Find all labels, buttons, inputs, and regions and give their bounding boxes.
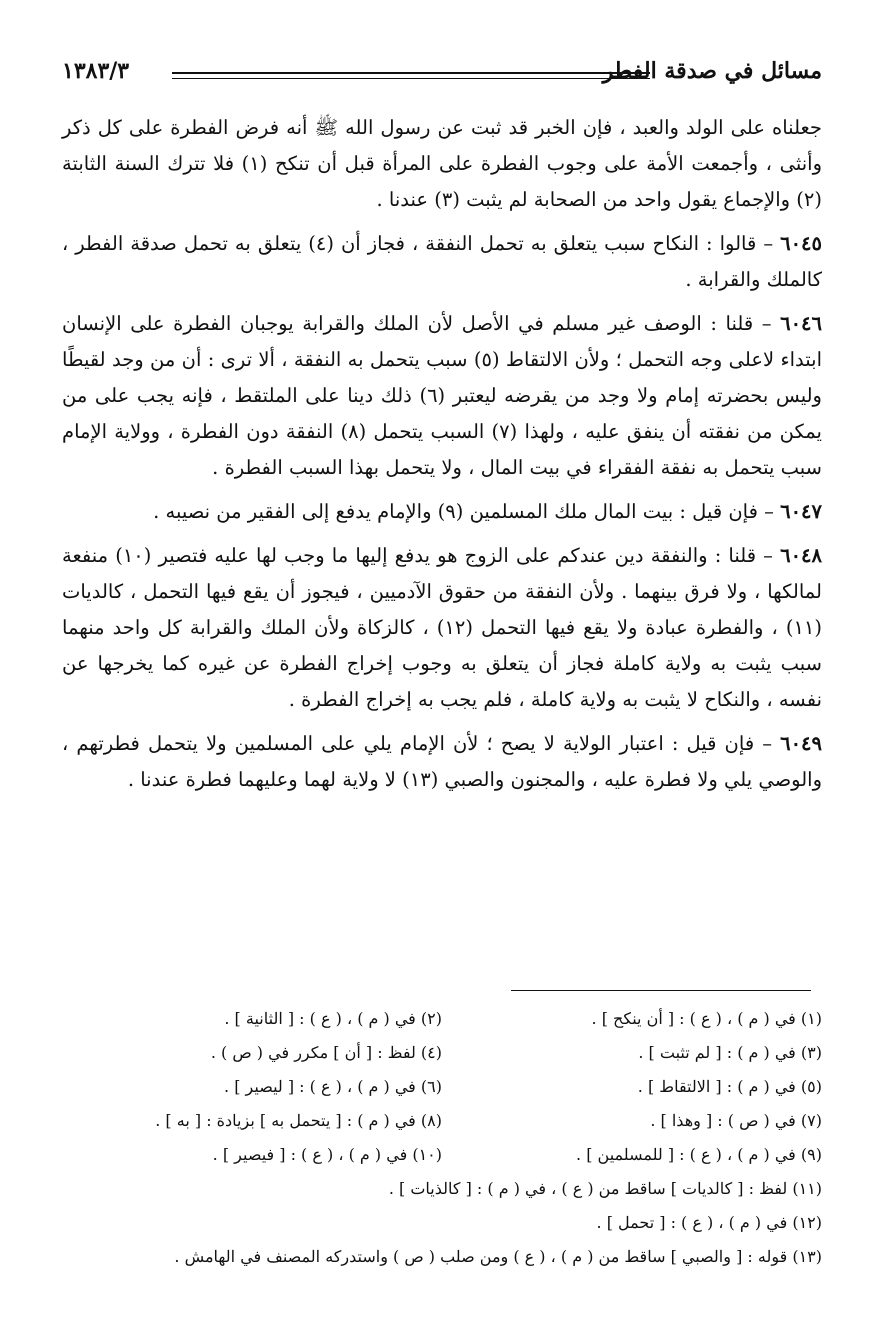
- paragraph-text: قلنا : والنفقة دين عندكم على الزوج هو يدفع إليها ما وجب لها عليه فتصير (١٠) منفعة لمالكها ، ولا فرق بينهما . ولأن النفقة من حقوق الآدميين ، فيجوز أن يقع فيها التحمل ، كالديات (١١) ، والفطرة عبادة ولا يقع فيها التحمل (١٢) ، كالزكاة ولأن الملك والقرابة كل واحد منهما سبب يثبت به ولاية كاملة فجاز أن يتعلق به وجوب إخراج الفطرة عن غيره كما يخرجها عن نفسه ، والنكاح لا يثبت به ولاية كاملة ، فلم يجب به إخراج الفطرة .: [62, 544, 822, 711]
- footnote: (١٢) في ( م ) ، ( ع ) : [ تحمل ] .: [596, 1213, 822, 1232]
- footnote: (٩) في ( م ) ، ( ع ) : [ للمسلمين ] .: [576, 1145, 822, 1164]
- paragraph: ٦٠٤٩ – فإن قيل : اعتبار الولاية لا يصح ؛ لأن الإمام يلي على المسلمين ولا يتحمل فطرتهم ، والوصي يلي ولا فطرة عليه ، والمجنون والصبي (١٣) لا ولاية لهما وعليهما فطرة عندنا .: [62, 732, 823, 791]
- paragraph: [62, 110, 822, 218]
- footnote: (١٠) في ( م ) ، ( ع ) : [ فيصير ] .: [212, 1145, 442, 1164]
- footnote: (٨) في ( م ) : [ يتحمل به ] بزيادة : [ به ] .: [155, 1111, 442, 1130]
- footnote: (١) في ( م ) ، ( ع ) : [ أن ينكح ] .: [591, 1009, 822, 1028]
- footnote: (٣) في ( م ) : [ لم تثبت ] .: [638, 1043, 822, 1062]
- paragraph-text: قالوا : النكاح سبب يتعلق به تحمل النفقة ، فجاز أن (٤) يتعلق به تحمل صدقة الفطر ، كالملك والقرابة .: [62, 232, 822, 291]
- footnote-row: [62, 1002, 822, 1036]
- paragraph: ٦٠٤٥ – قالوا : النكاح سبب يتعلق به تحمل النفقة ، فجاز أن (٤) يتعلق به تحمل صدقة الفطر ، كالملك والقرابة .: [62, 232, 822, 291]
- paragraph: ٦٠٤٦ – قلنا : الوصف غير مسلم في الأصل لأن الملك والقرابة يوجبان الفطرة على الإنسان ابتداء لاعلى وجه التحمل ؛ ولأن الالتقاط (٥) سبب يتحمل به النفقة ، ألا ترى : أن من وجد لقيطًا وليس بحضرته إمام ولا وجد من يقرضه ليعتبر (٦) ذلك دينا على الملتقط ، فإنه يجب على من يمكن من نفقته أن ينفق عليه ، ولهذا (٧) السبب يتحمل (٨) النفقة دون الفطرة ، وولاية الإمام سبب يتحمل به نفقة الفقراء في بيت المال ، ولا يتحمل بهذا السبب الفطرة .: [62, 312, 823, 479]
- main-text: [62, 110, 822, 806]
- footnote-row: [62, 1104, 822, 1138]
- paragraph: ٦٠٤٧ – فإن قيل : بيت المال ملك المسلمين (٩) والإمام يدفع إلى الفقير من نصيبه .: [153, 500, 822, 523]
- footnote: (٧) في ( ص ) : [ وهذا ] .: [650, 1111, 822, 1130]
- footnote: (٦) في ( م ) ، ( ع ) : [ ليصير ] .: [224, 1077, 442, 1096]
- footnote: (١٣) قوله : [ والصبي ] ساقط من ( م ) ، ( ع ) ومن صلب ( ص ) واستدركه المصنف في الهامش .: [174, 1247, 822, 1266]
- footnote-row: [62, 1036, 822, 1070]
- paragraph-text: فإن قيل : بيت المال ملك المسلمين (٩) والإمام يدفع إلى الفقير من نصيبه .: [153, 500, 758, 523]
- paragraph-number: ٦٠٤٥: [780, 232, 822, 255]
- footnote: (٤) لفظ : [ أن ] مكرر في ( ص ) .: [210, 1043, 442, 1062]
- paragraph-number: ٦٠٤٨: [780, 544, 822, 567]
- page-number: ١٣٨٣/٣: [62, 58, 130, 84]
- paragraph-number: ٦٠٤٧: [780, 500, 822, 523]
- paragraph-text: فإن قيل : اعتبار الولاية لا يصح ؛ لأن الإمام يلي على المسلمين ولا يتحمل فطرتهم ، والوصي يلي ولا فطرة عليه ، والمجنون والصبي (١٣) لا ولاية لهما وعليهما فطرة عندنا .: [62, 732, 822, 791]
- paragraph-number: ٦٠٤٦: [780, 312, 822, 335]
- footnote-row: [62, 1070, 822, 1104]
- paragraph-text: قلنا : الوصف غير مسلم في الأصل لأن الملك والقرابة يوجبان الفطرة على الإنسان ابتداء لاعلى وجه التحمل ؛ ولأن الالتقاط (٥) سبب يتحمل به النفقة ، ألا ترى : أن من وجد لقيطًا وليس بحضرته إمام ولا وجد من يقرضه ليعتبر (٦) ذلك دينا على الملتقط ، فإنه يجب على من يمكن من نفقته أن ينفق عليه ، ولهذا (٧) السبب يتحمل (٨) النفقة دون الفطرة ، وولاية الإمام سبب يتحمل به نفقة الفقراء في بيت المال ، ولا يتحمل بهذا السبب الفطرة .: [62, 312, 823, 479]
- paragraph-number: ٦٠٤٩: [780, 732, 823, 755]
- header-title: مسائل في صدقة الفطر: [602, 58, 822, 84]
- header-rule: [172, 72, 650, 79]
- running-header: [62, 52, 822, 92]
- paragraph-text: جعلناه على الولد والعبد ، فإن الخبر قد ثبت عن رسول الله ﷺ أنه فرض الفطرة على كل ذكر وأنثى ، وأجمعت الأمة على وجوب الفطرة على المرأة قبل أن تنكح (١) فلا تترك السنة الثابتة (٢) والإجماع يقول واحد من الصحابة لم يثبت (٣) عندنا .: [62, 116, 822, 211]
- paragraph: ٦٠٤٨ – قلنا : والنفقة دين عندكم على الزوج هو يدفع إليها ما وجب لها عليه فتصير (١٠) منفعة لمالكها ، ولا فرق بينهما . ولأن النفقة من حقوق الآدميين ، فيجوز أن يقع فيها التحمل ، كالديات (١١) ، والفطرة عبادة ولا يقع فيها التحمل (١٢) ، كالزكاة ولأن الملك والقرابة كل واحد منهما سبب يثبت به ولاية كاملة فجاز أن يتعلق به وجوب إخراج الفطرة عن غيره كما يخرجها عن نفسه ، والنكاح لا يثبت به ولاية كاملة ، فلم يجب به إخراج الفطرة .: [62, 544, 822, 711]
- footnote: (٢) في ( م ) ، ( ع ) : [ الثانية ] .: [224, 1009, 442, 1028]
- footnote: (١١) لفظ : [ كالديات ] ساقط من ( ع ) ، في ( م ) : [ كالذيات ] .: [388, 1179, 822, 1198]
- footnotes: [62, 1002, 822, 1274]
- footnote-row: [62, 1138, 822, 1172]
- footnote-separator: [511, 990, 811, 991]
- footnote: (٥) في ( م ) : [ الالتقاط ] .: [637, 1077, 822, 1096]
